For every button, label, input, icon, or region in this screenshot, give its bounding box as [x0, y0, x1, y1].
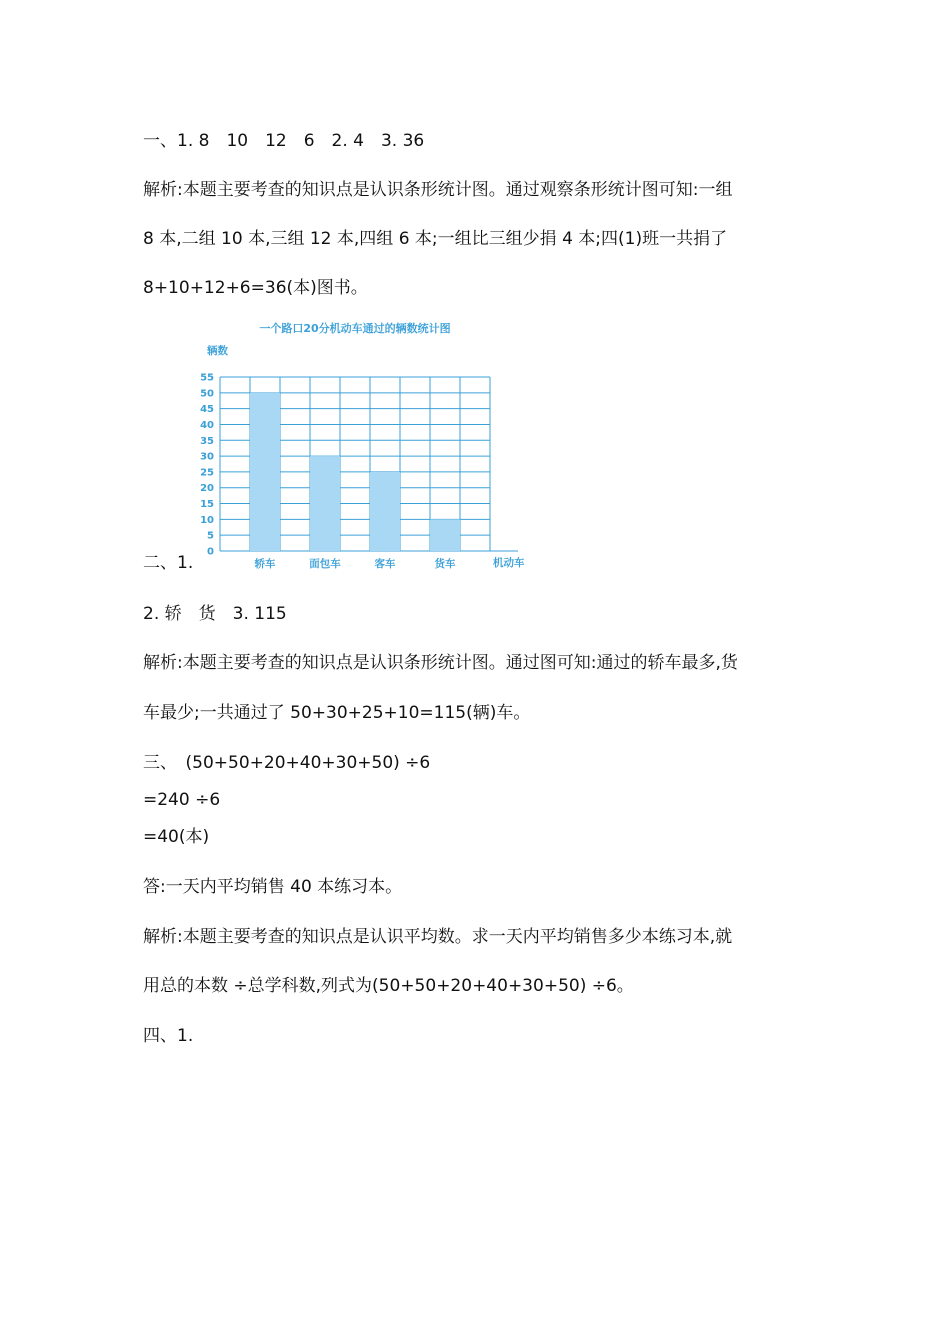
- chart-ylabel: 辆数: [207, 345, 228, 357]
- bar-3: [370, 472, 400, 551]
- chart-xlabel: 机动车: [493, 557, 525, 569]
- y-tick-label: 35: [200, 435, 214, 447]
- category-label-2: 面包车: [309, 558, 341, 570]
- section1-analysis-line3: 8+10+12+6=36(本)图书。: [143, 278, 368, 298]
- section1-answers: 一、1. 8 10 12 6 2. 4 3. 36: [143, 131, 425, 151]
- bar-1: [250, 393, 280, 551]
- section1-analysis-line2: 8 本,二组 10 本,三组 12 本,四组 6 本;一组比三组少捐 4 本;四(1)班一共捐了: [143, 229, 728, 249]
- bar-4: [430, 519, 460, 551]
- section3-line3: =40(本): [143, 827, 210, 847]
- y-tick-label: 5: [207, 530, 214, 542]
- section2-label: 二、1.: [143, 553, 194, 573]
- section1-analysis-line1: 解析:本题主要考查的知识点是认识条形统计图。通过观察条形统计图可知:一组: [143, 180, 733, 200]
- y-tick-label: 15: [200, 499, 214, 511]
- y-tick-label: 25: [200, 467, 214, 479]
- section3-analysis-line2: 用总的本数 ÷总学科数,列式为(50+50+20+40+30+50) ÷6。: [143, 976, 634, 996]
- category-label-4: 货车: [434, 558, 456, 570]
- chart-y-ticks: [200, 373, 214, 558]
- bar-chart: [195, 318, 540, 578]
- y-tick-label: 45: [200, 404, 214, 416]
- section2-answers: 2. 轿 货 3. 115: [143, 604, 287, 624]
- section2-analysis-line1: 解析:本题主要考查的知识点是认识条形统计图。通过图可知:通过的轿车最多,货: [143, 653, 738, 673]
- category-label-1: 轿车: [254, 558, 276, 570]
- y-tick-label: 55: [200, 372, 214, 384]
- chart-categories: [254, 557, 456, 570]
- chart-title: 一个路口20分机动车通过的辆数统计图: [259, 322, 451, 335]
- section4-label: 四、1.: [143, 1026, 194, 1046]
- y-tick-label: 20: [200, 483, 214, 495]
- y-tick-label: 30: [200, 451, 214, 463]
- section2-analysis-line2: 车最少;一共通过了 50+30+25+10=115(辆)车。: [143, 703, 531, 723]
- section3-analysis-line1: 解析:本题主要考查的知识点是认识平均数。求一天内平均销售多少本练习本,就: [143, 927, 733, 947]
- y-tick-label: 40: [200, 419, 214, 431]
- section3-answer: 答:一天内平均销售 40 本练习本。: [143, 877, 403, 897]
- bar-2: [310, 456, 340, 551]
- y-tick-label: 10: [200, 514, 214, 526]
- y-tick-label: 0: [207, 546, 214, 558]
- category-label-3: 客车: [374, 558, 396, 570]
- section3-line1: 三、 (50+50+20+40+30+50) ÷6: [143, 753, 431, 773]
- section3-line2: =240 ÷6: [143, 790, 221, 810]
- y-tick-label: 50: [200, 388, 214, 400]
